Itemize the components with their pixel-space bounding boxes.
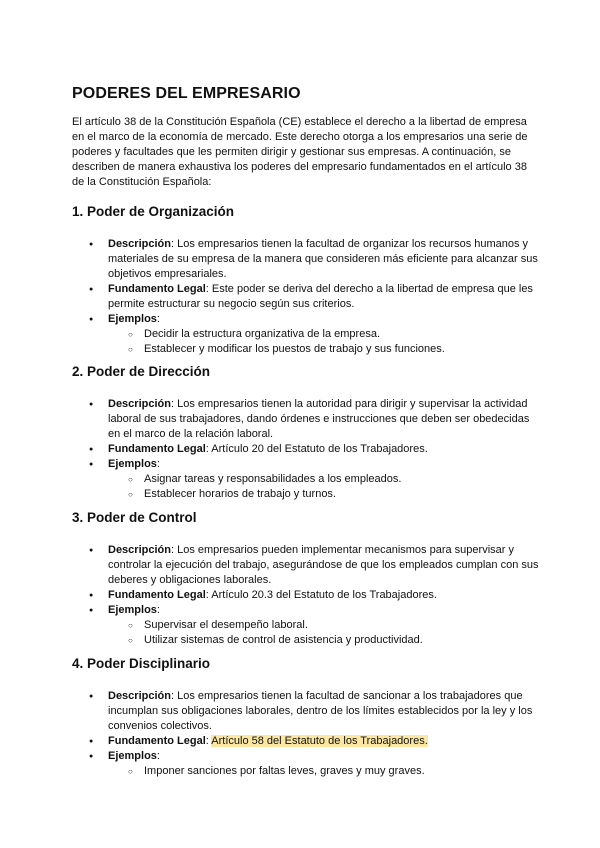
section-heading: 3. Poder de Control	[72, 510, 197, 525]
section-bullet-list	[72, 237, 542, 357]
bullet-fundamento: ● Fundamento Legal: Artículo 20 del Estatuto de los Trabajadores.	[72, 442, 542, 457]
text-descripcion: Los empresarios tienen la facultad de sancionar a los trabajadores que incumplan sus obligaciones laborales, dentro de los límites establecidos por la ley y los convenios colectivos.	[108, 690, 533, 732]
label-fundamento: Fundamento Legal	[108, 283, 206, 295]
text-fundamento: Artículo 20.3 del Estatuto de los Trabajadores.	[211, 589, 437, 601]
label-ejemplos: Ejemplos	[108, 458, 157, 470]
bullet-descripcion: ● Descripción: Los empresarios tienen la facultad de organizar los recursos humanos y materiales de su empresa de la manera que consideren más eficiente para alcanzar sus objetivos empresariales.	[72, 237, 542, 282]
ejemplos-list	[108, 327, 542, 357]
label-descripcion: Descripción	[108, 690, 171, 702]
text-fundamento: Artículo 20 del Estatuto de los Trabajadores.	[211, 443, 428, 455]
bullet-fundamento: ● Fundamento Legal: Artículo 58 del Estatuto de los Trabajadores.	[72, 734, 542, 749]
bullet-fundamento: ● Fundamento Legal: Artículo 20.3 del Estatuto de los Trabajadores.	[72, 588, 542, 603]
bullet-descripcion: ● Descripción: Los empresarios tienen la facultad de sancionar a los trabajadores que incumplan sus obligaciones laborales, dentro de los límites establecidos por la ley y los convenios colectivos.	[72, 689, 542, 734]
section-poder-disciplinario	[72, 655, 542, 779]
ejemplo-item: ○ Establecer horarios de trabajo y turnos.	[108, 487, 542, 502]
bullet-ejemplos: ● Ejemplos: ○ Imponer sanciones por faltas leves, graves y muy graves.	[72, 749, 542, 779]
label-fundamento: Fundamento Legal	[108, 443, 206, 455]
text-descripcion: Los empresarios tienen la autoridad para dirigir y supervisar la actividad laboral de sus trabajadores, dando órdenes e instrucciones que deben ser obedecidas en el marco de la relación laboral.	[108, 398, 530, 440]
label-ejemplos: Ejemplos	[108, 313, 157, 325]
bullet-ejemplos: ● Ejemplos: ○ Supervisar el desempeño laboral. ○ Utilizar sistemas de control de asistencia y productividad.	[72, 603, 542, 648]
text-descripcion: Los empresarios pueden implementar mecanismos para supervisar y controlar la ejecución del trabajo, asegurándose de que los empleados cumplan con sus deberes y obligaciones laborales.	[108, 544, 539, 586]
section-bullet-list	[72, 397, 542, 502]
ejemplos-list	[108, 618, 542, 648]
ejemplo-item: ○ Supervisar el desempeño laboral.	[108, 618, 542, 633]
document-title: PODERES DEL EMPRESARIO	[72, 85, 301, 102]
label-ejemplos: Ejemplos	[108, 750, 157, 762]
label-fundamento: Fundamento Legal	[108, 735, 206, 747]
section-heading: 1. Poder de Organización	[72, 204, 235, 219]
ejemplo-item: ○ Utilizar sistemas de control de asistencia y productividad.	[108, 633, 542, 648]
ejemplo-item: ○ Imponer sanciones por faltas leves, graves y muy graves.	[108, 764, 542, 779]
section-poder-control	[72, 509, 542, 648]
text-descripcion: Los empresarios tienen la facultad de organizar los recursos humanos y materiales de su empresa de la manera que consideren más eficiente para alcanzar sus objetivos empresariales.	[108, 238, 538, 280]
section-poder-direccion	[72, 363, 542, 502]
bullet-ejemplos: ● Ejemplos: ○ Asignar tareas y responsabilidades a los empleados. ○ Establecer horarios de trabajo y turnos.	[72, 457, 542, 502]
label-fundamento: Fundamento Legal	[108, 589, 206, 601]
bullet-descripcion: ● Descripción: Los empresarios tienen la autoridad para dirigir y supervisar la actividad laboral de sus trabajadores, dando órdenes e instrucciones que deben ser obedecidas en el marco de la relación laboral.	[72, 397, 542, 442]
bullet-fundamento: ● Fundamento Legal: Este poder se deriva del derecho a la libertad de empresa que les permite estructurar su negocio según sus criterios.	[72, 282, 542, 312]
ejemplo-item: ○ Establecer y modificar los puestos de trabajo y sus funciones.	[108, 342, 542, 357]
section-poder-organizacion	[72, 203, 542, 357]
bullet-descripcion: ● Descripción: Los empresarios pueden implementar mecanismos para supervisar y controlar la ejecución del trabajo, asegurándose de que los empleados cumplan con sus deberes y obligaciones laborales.	[72, 543, 542, 588]
bullet-ejemplos: ● Ejemplos: ○ Decidir la estructura organizativa de la empresa. ○ Establecer y modificar los puestos de trabajo y sus funciones.	[72, 312, 542, 357]
text-fundamento: Este poder se deriva del derecho a la libertad de empresa que les permite estructurar su negocio según sus criterios.	[108, 283, 533, 310]
section-bullet-list	[72, 689, 542, 779]
label-descripcion: Descripción	[108, 398, 171, 410]
intro-paragraph: El artículo 38 de la Constitución Española (CE) establece el derecho a la libertad de empresa en el marco de la economía de mercado. Este derecho otorga a los empresarios una serie de poderes y facultades que les permiten dirigir y gestionar sus empresas. A continuación, se describen de manera exhaustiva los poderes del empresario fundamentados en el artículo 38 de la Constitución Española:	[72, 116, 528, 188]
section-heading: 2. Poder de Dirección	[72, 364, 211, 379]
label-descripcion: Descripción	[108, 544, 171, 556]
ejemplo-item: ○ Decidir la estructura organizativa de la empresa.	[108, 327, 542, 342]
ejemplo-item: ○ Asignar tareas y responsabilidades a los empleados.	[108, 472, 542, 487]
section-bullet-list	[72, 543, 542, 648]
label-descripcion: Descripción	[108, 238, 171, 250]
ejemplos-list	[108, 472, 542, 502]
label-ejemplos: Ejemplos	[108, 604, 157, 616]
section-heading: 4. Poder Disciplinario	[72, 656, 211, 671]
highlighted-fundamento: Artículo 58 del Estatuto de los Trabajadores.	[211, 735, 428, 747]
ejemplos-list	[108, 764, 542, 779]
